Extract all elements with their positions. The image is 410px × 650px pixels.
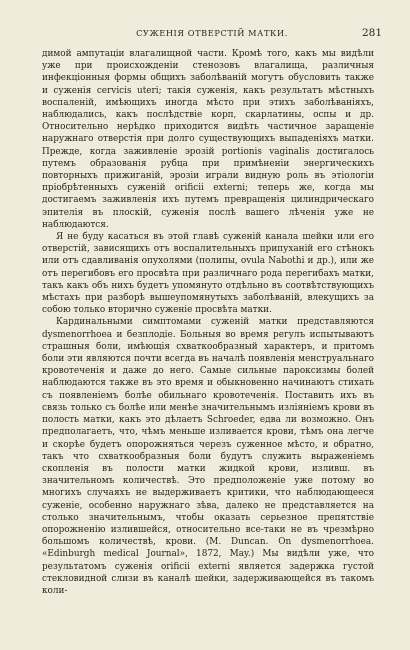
body-text: [42, 48, 374, 597]
paragraph-3: Кардинальными симптомами суженій матки представляются dysmenorrhoea и безплодіе. Больныя во время регулъ испытываютъ страшныя боли, имѣющія схваткообразный характеръ, и притомъ боли эти являются почти всегда въ началѣ появленія менструальнаго кровотеченія и даже до него. Самые сильные пароксизмы болей наблюдаются также въ это время и обыкновенно начинаютъ стихать съ появленіемъ болѣе обильнаго кровотеченія. Поставить ихъ въ связь только съ болѣе или менѣе значительнымъ изліяніемъ крови въ полость матки, какъ это дѣлаетъ Schroeder, едва ли возможно. Онъ предполагаетъ, что, чѣмъ меньше изливается крови, тѣмъ она легче и скорѣе будетъ опорожняться черезъ суженное мѣсто, и обратно, такъ что схваткообразныя боли будутъ служить выраженіемъ скопленія въ полости матки жидкой крови, изливш. въ значительномъ количествѣ. Это предположеніе уже потому во многихъ случаяхъ не выдерживаетъ критики, что наблюдающееся суженіе, особенно наружнаго зѣва, далеко не представляется на столько значительнымъ, чтобы оказать серьезное препятствіе опорожненію излившейся, относительно все-таки не въ чрезмѣрно большомъ количествѣ, крови. (M. Duncan. On dysmenorrhoea. «Edinburgh medical Journal», 1872, May.) Мы видѣли уже, что результатомъ суженія orificii externi является задержка густой стекловидной слизи въ каналѣ шейки, задерживающейся въ такомъ коли-: [42, 317, 374, 596]
running-head: СУЖЕНІЯ ОТВЕРСТІЙ МАТКИ.: [136, 28, 288, 38]
page-number: 281: [361, 27, 382, 39]
page-header: [42, 28, 382, 42]
paragraph-1: димой ампутаціи влагалищной части. Кромѣ того, какъ мы видѣли уже при происхожденіи стенозовъ влагалища, различныя инфекціонныя формы общихъ заболѣваній могутъ обусловить также и суженія cervicis uteri; такія суженія, какъ результатъ мѣстныхъ воспаленій, имѣющихъ иногда мѣсто при этихъ заболѣваніяхъ, наблюдались, какъ послѣдствіе корп, скарлатины, оспы и др. Относительно нерѣдко приходится видѣть частичное заращеніе наружнаго отверстія при долго существующихъ выпаденіяхъ матки. Прежде, когда заживленіе эрозій portionis vaginalis достигалось путемъ образованія рубца при примѣненіи энергическихъ повторныхъ прижиганій, эрозіи играли видную роль въ этіологіи пріобрѣтенныхъ суженій orificii externi; теперь же, когда мы достигаемъ заживленія ихъ путемъ превращенія цилиндрическаго эпителія въ плоскій, суженія послѣ вашего лѣченія уже не наблюдаются.: [42, 49, 374, 230]
paragraph-2: Я не буду касаться въ этой главѣ суженій канала шейки или его отверстій, зависящихъ отъ воспалительныхъ припуханій его стѣнокъ или отъ сдавливанія опухолями (полипы, ovula Nabothi и др.), или же отъ перегибовъ его просвѣта при различнаго рода перегибахъ матки, такъ какъ объ нихъ будетъ упомянуто отдѣльно въ соотвѣтствующихъ мѣстахъ при разборѣ вышеупомянутыхъ заболѣваній, влекущихъ за собою только вторично суженіе просвѣта матки.: [42, 232, 374, 316]
